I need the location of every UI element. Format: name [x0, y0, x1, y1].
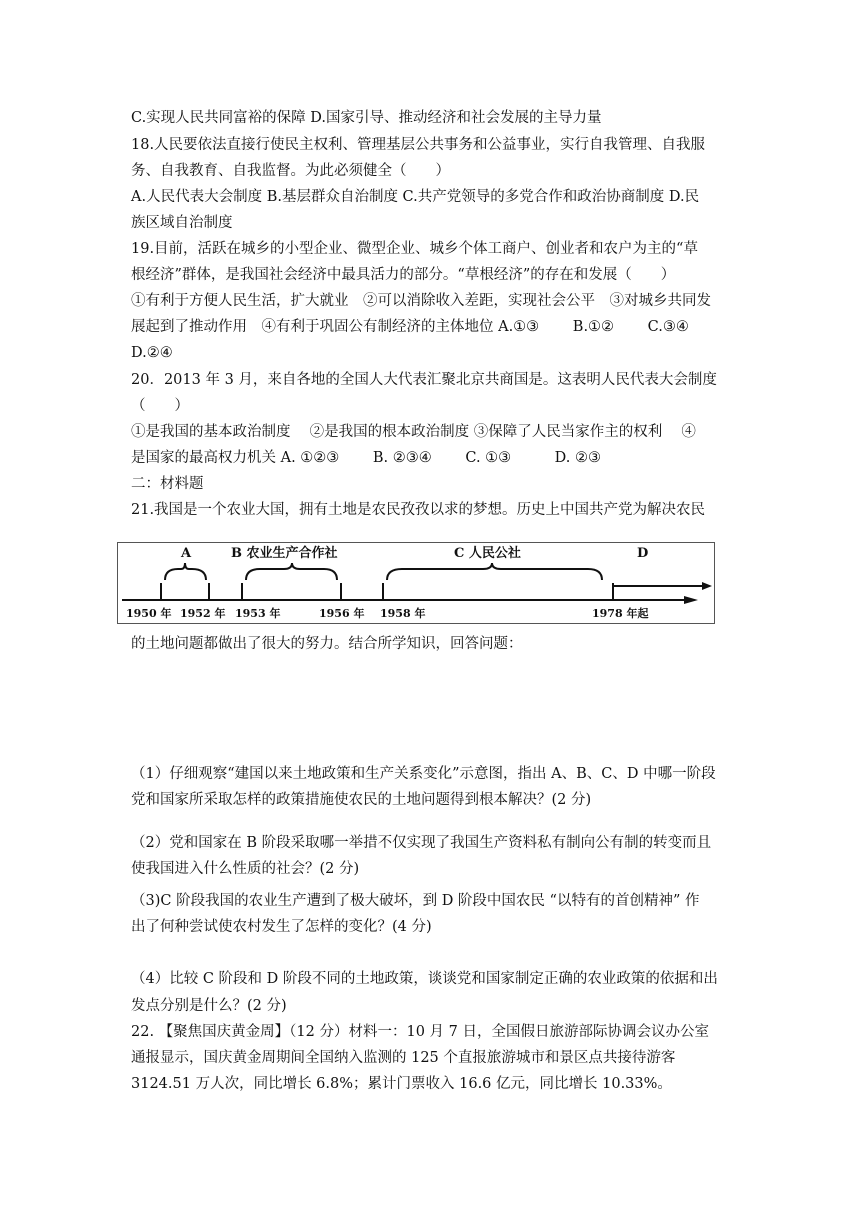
q22-stem-line-1: 22. 【聚焦国庆黄金周】（12 分）材料一：10 月 7 日，全国假日旅游部际协调会议办公室 — [131, 1024, 709, 1040]
brace-stage-b — [246, 563, 337, 580]
q19-stem-line-2: 根经济”群体，是我国社会经济中最具活力的部分。“草根经济”的存在和发展（ ） — [131, 267, 676, 283]
q20-stem-line-1: 20．2013 年 3 月，来自各地的全国人大代表汇聚北京共商国是。这表明人民代表大会制度 — [131, 372, 717, 388]
stage-c-label: C 人民公社 — [454, 546, 521, 561]
q22-stem-line-2: 通报显示，国庆黄金周期间全国纳入监测的 125 个直报旅游城市和景区点共接待游客 — [131, 1050, 676, 1066]
stage-b-label: B 农业生产合作社 — [231, 546, 338, 561]
q19-statements-line-2: 展起到了推动作用 ④有利于巩固公有制经济的主体地位 A.①③ B.①② C.③④ — [131, 319, 689, 335]
brace-stage-a — [165, 563, 206, 580]
q21-part4-line-1: （4）比较 C 阶段和 D 阶段不同的土地政策，谈谈党和国家制定正确的农业政策的依据和出 — [131, 971, 718, 987]
stage-d-arrowhead — [702, 582, 712, 590]
timeline-axis-arrowhead — [684, 596, 698, 604]
q21-part2-line-2: 使我国进入什么性质的社会？(2 分) — [131, 861, 360, 877]
q21-part1-line-2: 党和国家所采取怎样的政策措施使农民的土地问题得到根本解决？(2 分) — [131, 792, 592, 808]
q18-options-line-1: A.人民代表大会制度 B.基层群众自治制度 C.共产党领导的多党合作和政治协商制度 D.民 — [131, 189, 700, 205]
q20-stem-line-2: （ ） — [131, 398, 189, 414]
q18-stem-line-2: 务、自我教育、自我监督。为此必须健全（ ） — [131, 163, 450, 179]
year-label-1953: 1953 年 — [235, 607, 281, 620]
q20-statements-line-2: 是国家的最高权力机关 A. ①②③ B. ②③④ C. ①③ D. ②③ — [131, 450, 602, 466]
q21-part3-line-2: 出了何种尝试使农村发生了怎样的变化？(4 分) — [131, 919, 432, 935]
stage-d-label: D — [637, 546, 649, 561]
q18-stem-line-1: 18.人民要依法直接行使民主权利、管理基层公共事务和公益事业，实行自我管理、自我服 — [131, 137, 706, 153]
q21-part2-line-1: （2）党和国家在 B 阶段采取哪一举措不仅实现了我国生产资料私有制向公有制的转变而且 — [131, 835, 712, 851]
year-label-1958: 1958 年 — [380, 607, 426, 620]
timeline-svg — [118, 543, 714, 623]
land-policy-timeline-figure — [117, 542, 715, 624]
q21-stem-line-2: 的土地问题都做出了很大的努力。结合所学知识，回答问题： — [131, 636, 523, 652]
year-label-1950: 1950 年 — [126, 607, 172, 620]
q21-part4-line-2: 发点分别是什么？(2 分) — [131, 998, 287, 1014]
section-heading-material: 二：材料题 — [131, 476, 204, 492]
q21-part1-line-1: （1）仔细观察“建国以来土地政策和生产关系变化”示意图，指出 A、B、C、D 中哪一阶段 — [131, 766, 716, 782]
stage-a-label: A — [181, 546, 192, 561]
year-label-1952: 1952 年 — [180, 607, 226, 620]
q20-statements-line-1: ①是我国的基本政治制度 ②是我国的根本政治制度 ③保障了人民当家作主的权利 ④ — [131, 424, 696, 440]
q21-stem-line-1: 21.我国是一个农业大国，拥有土地是农民孜孜以求的梦想。历史上中国共产党为解决农民 — [131, 502, 706, 518]
q21-part3-line-1: （3)C 阶段我国的农业生产遭到了极大破坏，到 D 阶段中国农民 “以特有的首创精神” 作 — [131, 893, 700, 909]
q19-statements-line-1: ①有利于方便人民生活，扩大就业 ②可以消除收入差距，实现社会公平 ③对城乡共同发 — [131, 293, 711, 309]
year-label-1978: 1978 年起 — [592, 607, 649, 620]
brace-stage-c — [387, 563, 602, 580]
q19-stem-line-1: 19.目前，活跃在城乡的小型企业、微型企业、城乡个体工商户、创业者和农户为主的“草 — [131, 241, 698, 257]
q17-option-c-d: C.实现人民共同富裕的保障 D.国家引导、推动经济和社会发展的主导力量 — [131, 110, 602, 126]
q18-options-line-2: 族区域自治制度 — [131, 215, 233, 231]
q22-stem-line-3: 3124.51 万人次，同比增长 6.8%；累计门票收入 16.6 亿元，同比增长 10.33%。 — [131, 1076, 672, 1092]
year-label-1956: 1956 年 — [319, 607, 365, 620]
q19-option-d: D.②④ — [131, 345, 173, 361]
